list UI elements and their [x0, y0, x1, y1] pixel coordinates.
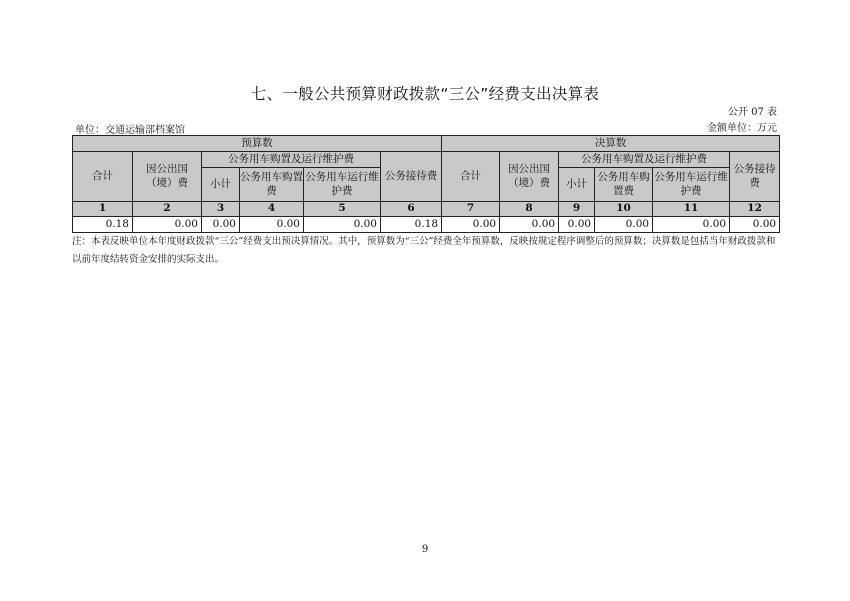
value-cell: 0.00	[653, 217, 730, 233]
final-subtotal-header: 小计	[559, 168, 595, 202]
expenditure-table	[72, 135, 780, 233]
value-cell: 0.00	[595, 217, 653, 233]
value-row	[73, 217, 780, 233]
value-cell: 0.00	[730, 217, 780, 233]
final-total-header: 合计	[442, 152, 500, 202]
form-number: 公开 07 表	[727, 107, 777, 118]
value-cell: 0.00	[304, 217, 381, 233]
index-row	[73, 202, 780, 217]
budget-operation-header: 公务用车运行维护费	[304, 168, 381, 202]
value-cell: 0.18	[381, 217, 442, 233]
group-budget-header: 预算数	[73, 136, 442, 152]
index-cell: 2	[133, 202, 202, 217]
final-reception-header: 公务接待费	[730, 152, 780, 202]
index-cell: 9	[559, 202, 595, 217]
index-cell: 3	[202, 202, 240, 217]
final-abroad-header: 因公出国（境）费	[500, 152, 559, 202]
index-cell: 1	[73, 202, 133, 217]
table-note: 注：本表反映单位本年度财政拨款“三公”经费支出预决算情况。其中，预算数为“三公”经费全年预算数，反映按规定程序调整后的预算数；决算数是包括当年财政拨款和以前年度结转资金安排的实际支出。	[72, 236, 776, 265]
value-cell: 0.00	[442, 217, 500, 233]
index-cell: 6	[381, 202, 442, 217]
budget-abroad-header: 因公出国（境）费	[133, 152, 202, 202]
budget-subtotal-header: 小计	[202, 168, 240, 202]
index-cell: 10	[595, 202, 653, 217]
value-cell: 0.00	[133, 217, 202, 233]
page-title: 七、一般公共预算财政拨款“三公”经费支出决算表	[250, 85, 600, 103]
page-number: 9	[421, 544, 429, 555]
index-cell: 8	[500, 202, 559, 217]
value-cell: 0.18	[73, 217, 133, 233]
index-cell: 5	[304, 202, 381, 217]
budget-reception-header: 公务接待费	[381, 152, 442, 202]
index-cell: 12	[730, 202, 780, 217]
value-cell: 0.00	[202, 217, 240, 233]
index-cell: 4	[240, 202, 304, 217]
final-purchase-header: 公务用车购置费	[595, 168, 653, 202]
index-cell: 11	[653, 202, 730, 217]
value-cell: 0.00	[500, 217, 559, 233]
final-vehicle-header: 公务用车购置及运行维护费	[559, 152, 730, 168]
budget-vehicle-header: 公务用车购置及运行维护费	[202, 152, 381, 168]
index-cell: 7	[442, 202, 500, 217]
reporting-unit: 单位：交通运输部档案馆	[75, 125, 185, 136]
budget-total-header: 合计	[73, 152, 133, 202]
amount-unit: 金额单位：万元	[707, 123, 777, 134]
final-operation-header: 公务用车运行维护费	[653, 168, 730, 202]
budget-purchase-header: 公务用车购置费	[240, 168, 304, 202]
group-final-header: 决算数	[442, 136, 780, 152]
value-cell: 0.00	[240, 217, 304, 233]
value-cell: 0.00	[559, 217, 595, 233]
